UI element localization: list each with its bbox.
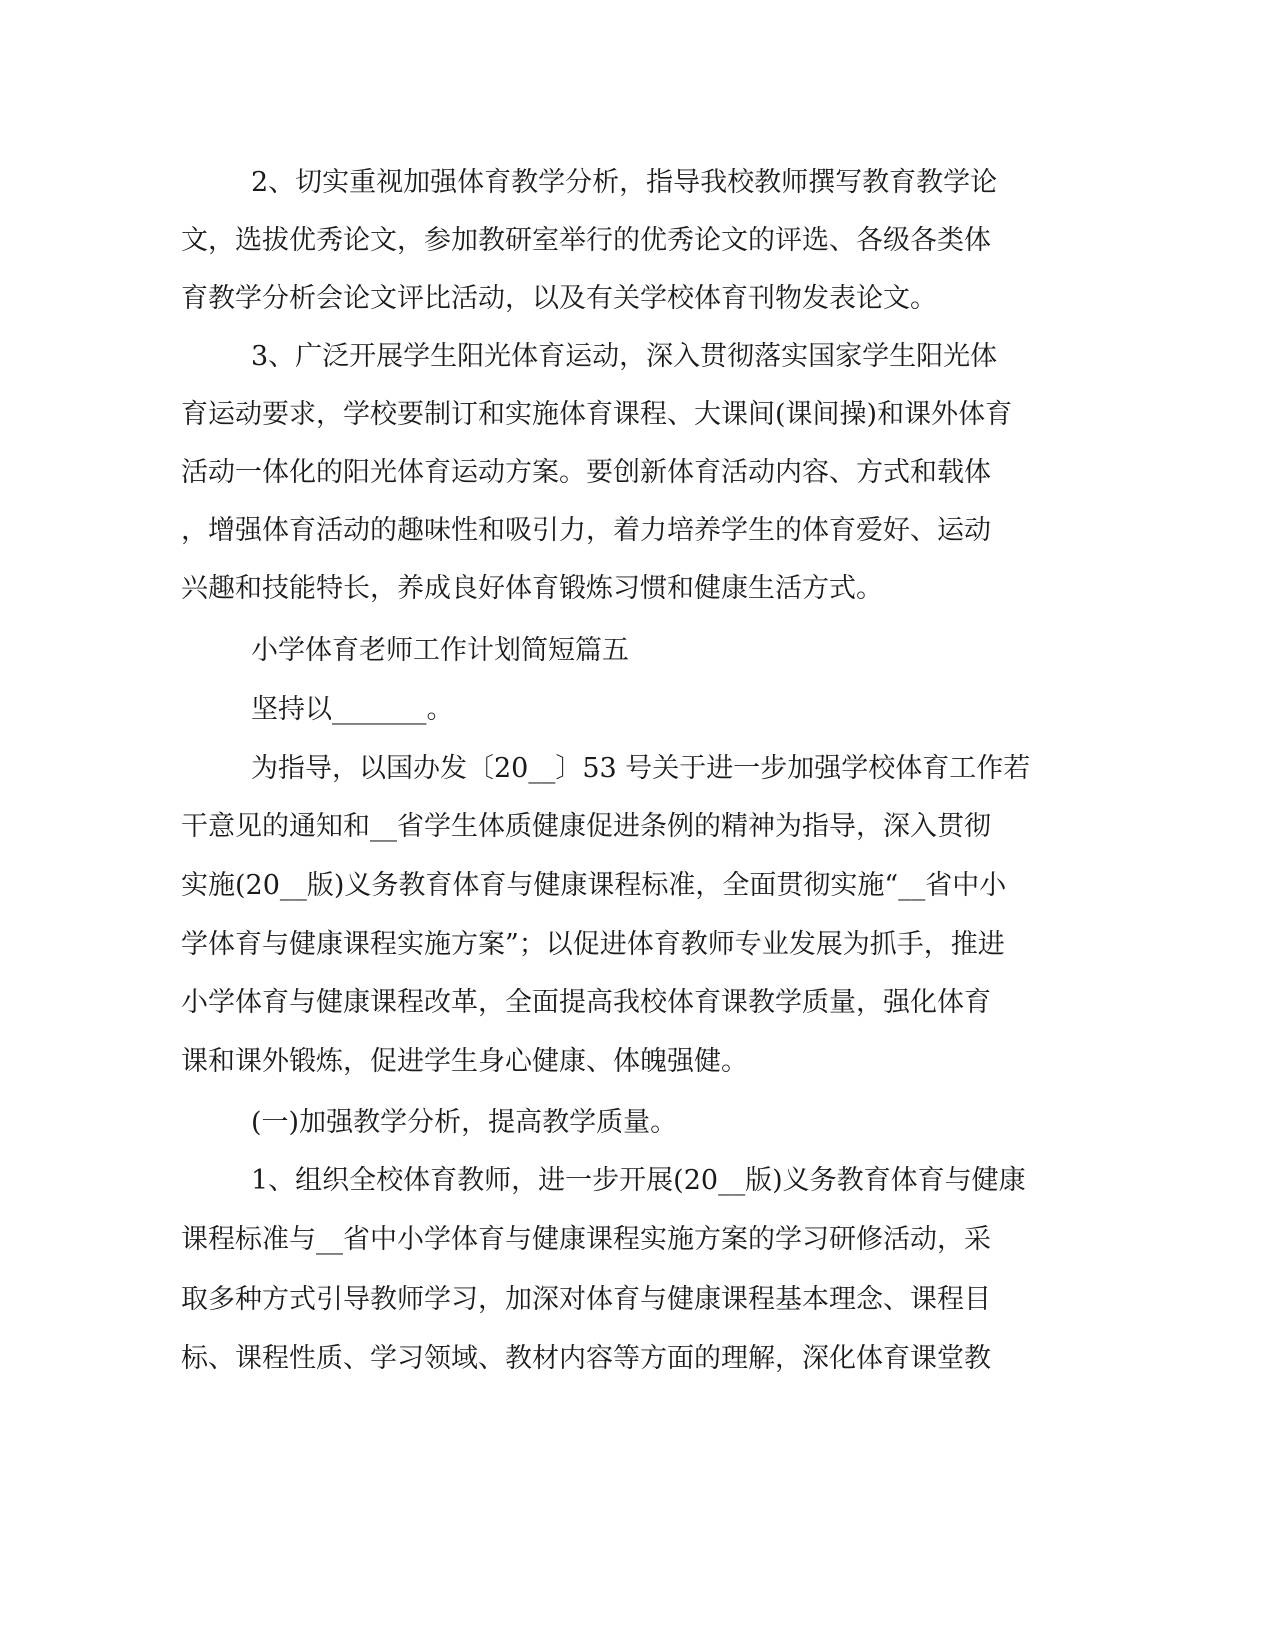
text-line-16: 课和课外锻炼，促进学生身心健康、体魄强健。 [181, 1046, 748, 1077]
text-line-2: 文，选拔优秀论文，参加教研室举行的优秀论文的评选、各级各类体 [181, 225, 991, 256]
text-line-12: 干意见的通知和__省学生体质健康促进条例的精神为指导，深入贯彻 [181, 811, 991, 842]
text-line-15: 小学体育与健康课程改革，全面提高我校体育课教学质量，强化体育 [181, 987, 991, 1018]
text-line-7: ，增强体育活动的趣味性和吸引力，着力培养学生的体育爱好、运动 [181, 515, 991, 546]
text-line-6: 活动一体化的阳光体育运动方案。要创新体育活动内容、方式和载体 [181, 457, 991, 488]
text-line-13: 实施(20__版)义务教育体育与健康课程标准，全面贯彻实施“__省中小 [181, 870, 1007, 901]
text-line-1: 2、切实重视加强体育教学分析，指导我校教师撰写教育教学论 [251, 167, 998, 198]
text-line-8: 兴趣和技能特长，养成良好体育锻炼习惯和健康生活方式。 [181, 573, 883, 604]
text-line-14: 学体育与健康课程实施方案”；以促进体育教师专业发展为抓手，推进 [181, 929, 1005, 960]
section-heading: 小学体育老师工作计划简短篇五 [251, 635, 629, 666]
text-line-4: 3、广泛开展学生阳光体育运动，深入贯彻落实国家学生阳光体 [251, 341, 998, 372]
text-line-19: 课程标准与__省中小学体育与健康课程实施方案的学习研修活动，采 [181, 1224, 991, 1255]
text-line-18: 1、组织全校体育教师，进一步开展(20__版)义务教育体育与健康 [251, 1165, 1026, 1196]
text-line-5: 育运动要求，学校要制订和实施体育课程、大课间(课间操)和课外体育 [181, 399, 1013, 430]
text-line-3: 育教学分析会论文评比活动，以及有关学校体育刊物发表论文。 [181, 283, 937, 314]
text-line-21: 标、课程性质、学习领域、教材内容等方面的理解，深化体育课堂教 [181, 1343, 991, 1374]
subsection-heading: (一)加强教学分析，提高教学质量。 [251, 1107, 678, 1138]
text-line-11: 为指导，以国办发〔20__〕53 号关于进一步加强学校体育工作若 [251, 753, 1031, 784]
text-line-20: 取多种方式引导教师学习，加深对体育与健康课程基本理念、课程目 [181, 1284, 991, 1315]
text-line-10: 坚持以_______。 [251, 694, 454, 725]
